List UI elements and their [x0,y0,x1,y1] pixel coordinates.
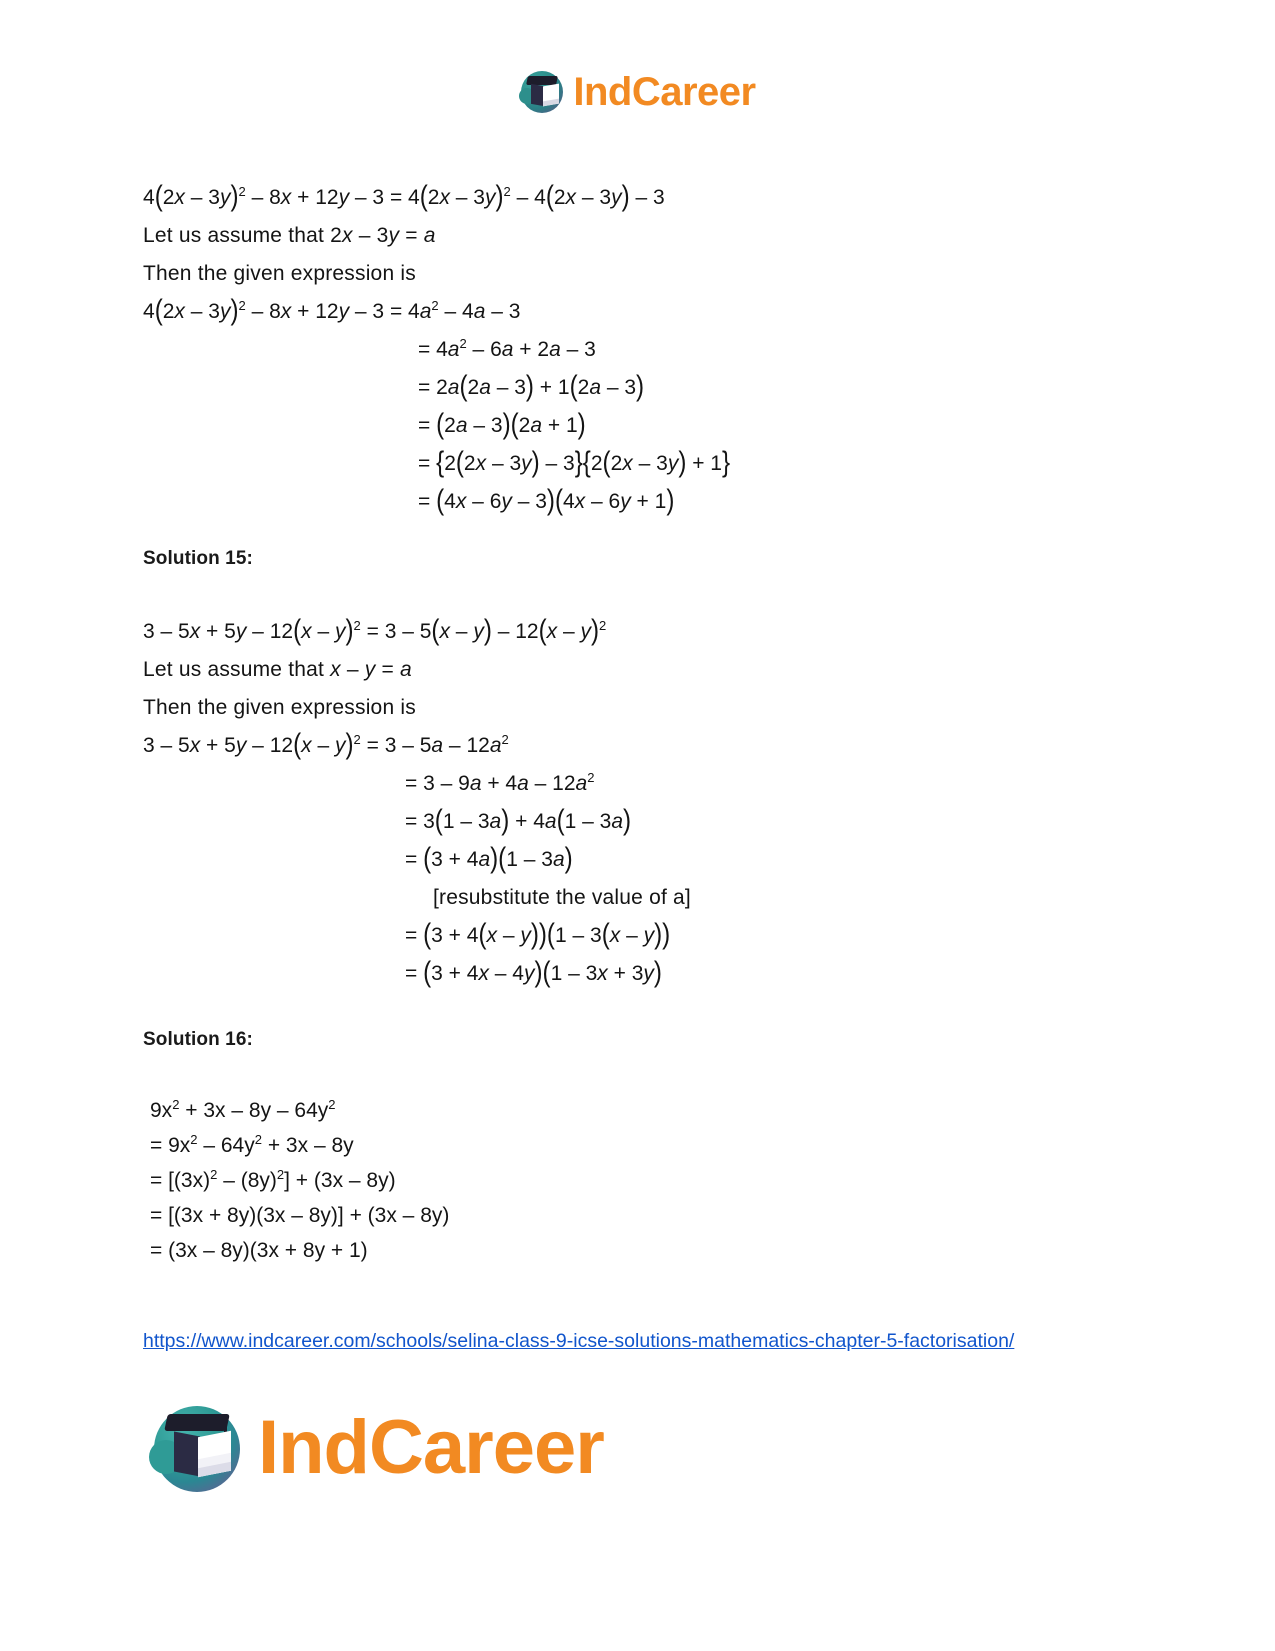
math-line: [resubstitute the value of a] [433,885,691,909]
math-line: Let us assume that x – y = a [143,657,412,681]
solution-16-heading: Solution 16: [143,1029,253,1050]
brand-name: IndCareer [258,1405,604,1490]
graduation-cap-book-icon [150,1400,248,1496]
math-line: = {2(2x – 3y) – 3}{2(2x – 3y) + 1} [418,446,731,478]
math-line: = (3 + 4a)(1 – 3a) [405,842,573,874]
math-line: = 3(1 – 3a) + 4a(1 – 3a) [405,804,632,836]
source-url-container [143,1327,1083,1356]
math-line: Then the given expression is [143,695,416,719]
math-line: $3 - 5x + 5y - 12(x - y)^2 = 3 - 5a - 12a^2$ [143,728,509,760]
math-line: = $3 - 9a + 4a - 12a^2$ [405,769,595,795]
math-line: = (3 + 4(x – y))(1 – 3(x – y)) [405,918,671,950]
math-line: Let us assume that 2x – 3y = a [143,223,436,247]
footer-brand-logo [150,1400,604,1496]
brand-name: IndCareer [573,70,756,114]
math-line: 3 – 5x + 5y – 12(x – y)$^2$ = 3 – 5(x – y) – 12(x – y)$^2$ [143,614,607,646]
math-line: = (3 + 4x – 4y)(1 – 3x + 3y) [405,956,662,988]
math-line: Then the given expression is [143,261,416,285]
math-block-solution-16 [150,1093,449,1268]
math-line: = (4x – 6y – 3)(4x – 6y + 1) [418,484,675,516]
math-line: = $9x^2 - 64y^2 + 3x - 8y$ [150,1132,354,1157]
math-line: = $4a^2 - 6a + 2a - 3$ [418,335,596,361]
math-line: = (2a – 3)(2a + 1) [418,408,586,440]
math-line: = $[(3x)^2 - (8y)^2] + (3x - 8y)$ [150,1167,396,1192]
math-line: 4(2x – 3y)$^2$ – 8x + 12y – 3 = 4(2x – 3y)$^2$ – 4(2x – 3y) – 3 [143,180,665,212]
source-url-link[interactable]: https://www.indcareer.com/schools/selina-class-9-icse-solutions-mathematics-chapter-5-factorisation/ [143,1330,1015,1352]
graduation-cap-book-icon [519,68,567,116]
math-line: $4(2x - 3y)^2 - 8x + 12y - 3 = 4a^2 - 4a - 3$ [143,294,521,326]
header-brand-logo [0,68,1275,116]
math-block-solution-14 [143,178,730,520]
math-block-solution-15 [143,612,691,992]
math-line: = [(3x + 8y)(3x – 8y)] + (3x – 8y) [150,1204,450,1227]
math-line: = (3x – 8y)(3x + 8y + 1) [150,1239,368,1262]
math-line: $9x^2 + 3x - 8y - 64y^2$ [150,1097,336,1122]
solution-15-heading: Solution 15: [143,548,253,569]
math-line: = 2a(2a – 3) + 1(2a – 3) [418,370,645,402]
